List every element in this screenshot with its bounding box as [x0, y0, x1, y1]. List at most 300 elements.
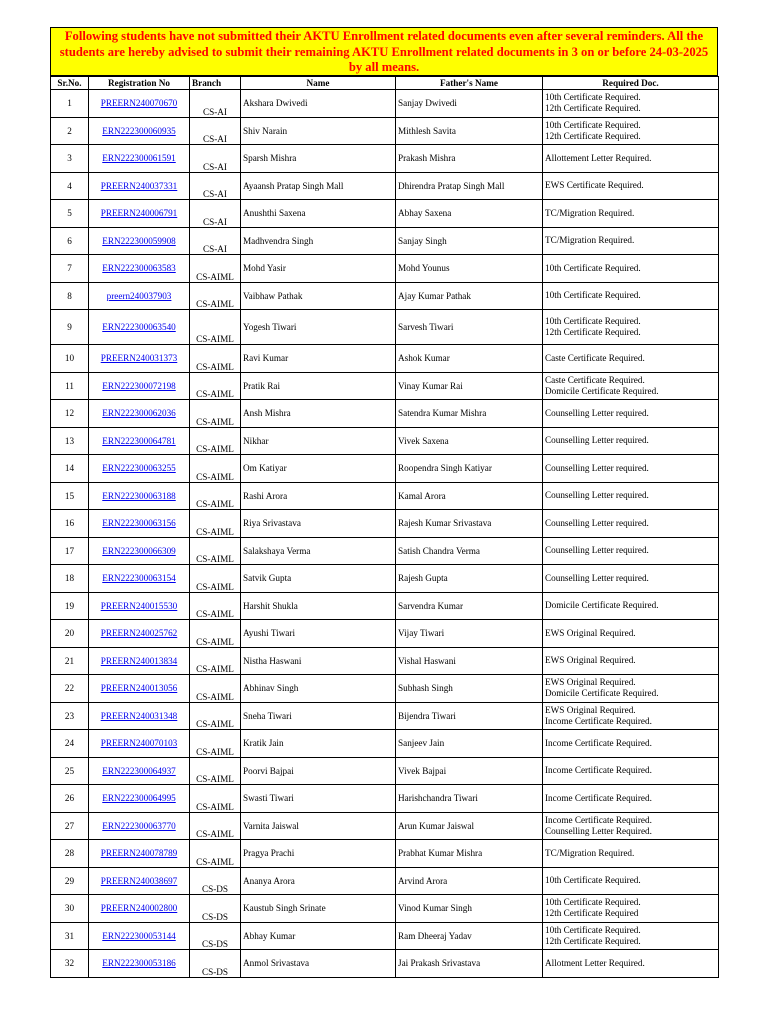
required-doc-line: Domicile Certificate Required.: [545, 688, 659, 699]
branch-cell: CS-AIML: [190, 675, 241, 703]
registration-cell: [89, 427, 190, 455]
serial-number: 17: [51, 537, 89, 565]
table-row: [51, 620, 719, 648]
serial-number: 24: [51, 730, 89, 758]
student-name: Swasti Tiwari: [241, 785, 396, 813]
registration-cell: [89, 895, 190, 923]
required-doc-cell: [543, 840, 719, 868]
registration-link[interactable]: ERN222300063540: [102, 322, 176, 332]
table-row: [51, 647, 719, 675]
required-doc-line: Income Certificate Required.: [545, 792, 652, 803]
required-doc-line: EWS Original Required.: [545, 627, 636, 638]
serial-number: 21: [51, 647, 89, 675]
registration-link[interactable]: PREERN240015530: [100, 600, 178, 611]
registration-link[interactable]: ERN222300053186: [102, 958, 176, 969]
required-doc-line: Counselling Letter required.: [545, 435, 649, 446]
father-name: Sanjeev Jain: [396, 730, 543, 758]
serial-number: 13: [51, 427, 89, 455]
serial-number: 10: [51, 345, 89, 373]
required-doc-line: TC/Migration Required.: [545, 847, 635, 858]
registration-link[interactable]: PREERN240006791: [100, 208, 178, 219]
branch-cell: CS-DS: [190, 895, 241, 923]
student-name: Mohd Yasir: [241, 255, 396, 283]
serial-number: 23: [51, 702, 89, 730]
table-row: [51, 255, 719, 283]
required-doc-line: Domicile Certificate Required.: [545, 385, 659, 396]
branch-cell: CS-AIML: [190, 310, 241, 345]
registration-cell: [89, 565, 190, 593]
serial-number: 16: [51, 510, 89, 538]
branch-cell: CS-DS: [190, 867, 241, 895]
serial-number: 25: [51, 757, 89, 785]
table-row: [51, 922, 719, 950]
table-row: [51, 565, 719, 593]
father-name: Vinod Kumar Singh: [396, 895, 543, 923]
registration-cell: [89, 117, 190, 145]
table-row: [51, 482, 719, 510]
required-doc-cell: [543, 482, 719, 510]
registration-link[interactable]: preern240037903: [106, 290, 172, 301]
student-name: Riya Srivastava: [241, 510, 396, 538]
serial-number: 22: [51, 675, 89, 703]
required-doc-cell: [543, 895, 719, 923]
student-name: Kaustub Singh Srinate: [241, 895, 396, 923]
required-doc-line: Income Certificate Required.: [545, 737, 652, 748]
branch-cell: CS-AI: [190, 117, 241, 145]
registration-cell: [89, 400, 190, 428]
required-doc-cell: [543, 867, 719, 895]
branch-cell: CS-AIML: [190, 702, 241, 730]
registration-link[interactable]: ERN222300064995: [102, 793, 176, 804]
student-name: Ansh Mishra: [241, 400, 396, 428]
father-name: Vivek Saxena: [396, 427, 543, 455]
father-name: Bijendra Tiwari: [396, 702, 543, 730]
branch-cell: CS-AIML: [190, 812, 241, 840]
required-doc-line: Counselling Letter Required.: [545, 825, 652, 836]
required-doc-line: 12th Certificate Required.: [545, 130, 641, 141]
table-row: [51, 592, 719, 620]
required-doc-cell: [543, 172, 719, 200]
student-name: Akshara Dwivedi: [241, 90, 396, 118]
required-doc-cell: [543, 537, 719, 565]
serial-number: 9: [51, 310, 89, 345]
table-row: [51, 675, 719, 703]
branch-cell: CS-AIML: [190, 372, 241, 400]
registration-link[interactable]: PREERN240078789: [100, 848, 178, 859]
registration-cell: [89, 90, 190, 118]
registration-cell: [89, 482, 190, 510]
student-name: Sparsh Mishra: [241, 145, 396, 173]
father-name: Arvind Arora: [396, 867, 543, 895]
table-row: [51, 172, 719, 200]
required-doc-line: TC/Migration Required.: [545, 235, 635, 246]
registration-cell: [89, 867, 190, 895]
registration-cell: [89, 592, 190, 620]
required-doc-line: 12th Certificate Required.: [545, 103, 641, 114]
table-row: [51, 200, 719, 228]
registration-cell: [89, 620, 190, 648]
required-doc-cell: [543, 730, 719, 758]
required-doc-cell: [543, 455, 719, 483]
required-doc-line: Income Certificate Required.: [545, 765, 652, 776]
table-row: [51, 510, 719, 538]
required-doc-line: EWS Certificate Required.: [545, 180, 644, 191]
registration-cell: [89, 310, 190, 345]
student-name: Om Katiyar: [241, 455, 396, 483]
father-name: Ajay Kumar Pathak: [396, 282, 543, 310]
registration-cell: [89, 282, 190, 310]
registration-link[interactable]: PREERN240037331: [100, 180, 178, 191]
registration-cell: [89, 172, 190, 200]
student-name: Kratik Jain: [241, 730, 396, 758]
student-name: Satvik Gupta: [241, 565, 396, 593]
father-name: Prabhat Kumar Mishra: [396, 840, 543, 868]
registration-link[interactable]: PREERN240025762: [100, 628, 178, 639]
serial-number: 3: [51, 145, 89, 173]
registration-cell: [89, 455, 190, 483]
required-doc-line: 10th Certificate Required.: [545, 119, 641, 130]
required-doc-cell: [543, 90, 719, 118]
registration-link[interactable]: ERN222300061591: [102, 153, 176, 164]
branch-cell: CS-AI: [190, 172, 241, 200]
father-name: Satendra Kumar Mishra: [396, 400, 543, 428]
father-name: Dhirendra Pratap Singh Mall: [396, 172, 543, 200]
serial-number: 31: [51, 922, 89, 950]
table-row: [51, 950, 719, 978]
branch-cell: CS-AIML: [190, 592, 241, 620]
registration-cell: [89, 840, 190, 868]
students-table: [50, 76, 719, 978]
father-name: Mithlesh Savita: [396, 117, 543, 145]
required-doc-line: Caste Certificate Required.: [545, 352, 645, 363]
registration-cell: [89, 922, 190, 950]
required-doc-line: Allottement Letter Required.: [545, 152, 652, 163]
registration-cell: [89, 227, 190, 255]
branch-cell: CS-AIML: [190, 400, 241, 428]
registration-link[interactable]: PREERN240070670: [100, 98, 178, 109]
branch-cell: CS-AIML: [190, 427, 241, 455]
registration-cell: [89, 345, 190, 373]
serial-number: 4: [51, 172, 89, 200]
branch-cell: CS-AI: [190, 227, 241, 255]
serial-number: 19: [51, 592, 89, 620]
branch-cell: CS-AIML: [190, 757, 241, 785]
registration-link[interactable]: PREERN240013056: [100, 683, 178, 694]
registration-link[interactable]: ERN222300060935: [102, 125, 176, 136]
father-name: Abhay Saxena: [396, 200, 543, 228]
father-name: Vijay Tiwari: [396, 620, 543, 648]
table-row: [51, 455, 719, 483]
required-doc-cell: [543, 592, 719, 620]
header-sr: Sr.No.: [51, 77, 89, 90]
student-name: Nistha Haswani: [241, 647, 396, 675]
header-required-doc: Required Doc.: [543, 77, 719, 90]
required-doc-cell: [543, 950, 719, 978]
branch-cell: CS-AIML: [190, 510, 241, 538]
branch-cell: CS-AIML: [190, 282, 241, 310]
branch-cell: CS-AIML: [190, 482, 241, 510]
serial-number: 1: [51, 90, 89, 118]
registration-link[interactable]: ERN222300063156: [102, 518, 176, 529]
student-name: Anushthi Saxena: [241, 200, 396, 228]
required-doc-cell: [543, 922, 719, 950]
required-doc-line: 10th Certificate Required.: [545, 262, 641, 273]
serial-number: 2: [51, 117, 89, 145]
registration-link[interactable]: ERN222300066309: [102, 545, 176, 556]
table-row: [51, 867, 719, 895]
registration-link[interactable]: ERN222300062036: [102, 408, 176, 419]
required-doc-cell: [543, 757, 719, 785]
registration-link[interactable]: PREERN240002800: [100, 903, 178, 914]
registration-link[interactable]: ERN222300064937: [102, 765, 176, 776]
required-doc-cell: [543, 310, 719, 345]
serial-number: 6: [51, 227, 89, 255]
student-name: Abhay Kumar: [241, 922, 396, 950]
father-name: Vinay Kumar Rai: [396, 372, 543, 400]
serial-number: 18: [51, 565, 89, 593]
registration-link[interactable]: PREERN240031348: [100, 710, 178, 721]
registration-cell: [89, 757, 190, 785]
registration-link[interactable]: ERN222300063154: [102, 573, 176, 584]
table-row: [51, 282, 719, 310]
required-doc-cell: [543, 785, 719, 813]
required-doc-cell: [543, 372, 719, 400]
serial-number: 30: [51, 895, 89, 923]
registration-cell: [89, 200, 190, 228]
required-doc-cell: [543, 255, 719, 283]
registration-cell: [89, 812, 190, 840]
document-sheet: [50, 27, 718, 978]
table-header-row: [51, 77, 719, 90]
table-row: [51, 90, 719, 118]
branch-cell: CS-AIML: [190, 345, 241, 373]
required-doc-line: Counselling Letter required.: [545, 572, 649, 583]
notice-banner: Following students have not submitted their AKTU Enrollment related documents even after several reminders. All the students are hereby advised to submit their remaining AKTU Enrollment related documents in 3 on or before 24-03-2025 by all means.: [50, 27, 718, 76]
father-name: Vivek Bajpai: [396, 757, 543, 785]
required-doc-cell: [543, 427, 719, 455]
required-doc-cell: [543, 510, 719, 538]
required-doc-cell: [543, 400, 719, 428]
required-doc-line: Counselling Letter required.: [545, 462, 649, 473]
father-name: Mohd Younus: [396, 255, 543, 283]
student-name: Shiv Narain: [241, 117, 396, 145]
required-doc-cell: [543, 200, 719, 228]
student-name: Pragya Prachi: [241, 840, 396, 868]
registration-link[interactable]: ERN222300063255: [102, 463, 176, 474]
required-doc-line: 12th Certificate Required.: [545, 935, 641, 946]
required-doc-line: Caste Certificate Required.: [545, 374, 645, 385]
table-row: [51, 537, 719, 565]
branch-cell: CS-AIML: [190, 785, 241, 813]
branch-cell: CS-AIML: [190, 255, 241, 283]
branch-cell: CS-DS: [190, 922, 241, 950]
required-doc-line: EWS Original Required.: [545, 677, 636, 688]
table-row: [51, 812, 719, 840]
student-name: Anmol Srivastava: [241, 950, 396, 978]
branch-cell: CS-DS: [190, 950, 241, 978]
branch-cell: CS-AIML: [190, 620, 241, 648]
student-name: Madhvendra Singh: [241, 227, 396, 255]
required-doc-cell: [543, 702, 719, 730]
registration-link[interactable]: ERN222300059908: [102, 235, 176, 246]
father-name: Sanjay Dwivedi: [396, 90, 543, 118]
required-doc-line: Counselling Letter required.: [545, 407, 649, 418]
table-row: [51, 400, 719, 428]
required-doc-line: Allotment Letter Required.: [545, 957, 645, 968]
required-doc-line: Counselling Letter required.: [545, 545, 649, 556]
branch-cell: CS-AIML: [190, 647, 241, 675]
registration-cell: [89, 510, 190, 538]
required-doc-line: EWS Original Required.: [545, 704, 636, 715]
student-name: Salakshaya Verma: [241, 537, 396, 565]
registration-link[interactable]: PREERN240013834: [100, 655, 178, 666]
branch-cell: CS-AIML: [190, 840, 241, 868]
required-doc-cell: [543, 345, 719, 373]
student-name: Varnita Jaiswal: [241, 812, 396, 840]
branch-cell: CS-AI: [190, 200, 241, 228]
registration-link[interactable]: ERN222300072198: [102, 380, 176, 391]
serial-number: 12: [51, 400, 89, 428]
father-name: Arun Kumar Jaiswal: [396, 812, 543, 840]
registration-cell: [89, 785, 190, 813]
father-name: Sarvendra Kumar: [396, 592, 543, 620]
table-row: [51, 757, 719, 785]
branch-cell: CS-AI: [190, 90, 241, 118]
table-row: [51, 145, 719, 173]
father-name: Rajesh Gupta: [396, 565, 543, 593]
required-doc-cell: [543, 282, 719, 310]
required-doc-line: Counselling Letter required.: [545, 517, 649, 528]
student-name: Ayushi Tiwari: [241, 620, 396, 648]
required-doc-line: Income Certificate Required.: [545, 814, 652, 825]
serial-number: 5: [51, 200, 89, 228]
serial-number: 14: [51, 455, 89, 483]
student-name: Poorvi Bajpai: [241, 757, 396, 785]
student-name: Vaibhaw Pathak: [241, 282, 396, 310]
table-row: [51, 730, 719, 758]
father-name: Kamal Arora: [396, 482, 543, 510]
header-registration: Registration No: [89, 77, 190, 90]
student-name: Ananya Arora: [241, 867, 396, 895]
required-doc-line: 10th Certificate Required.: [545, 92, 641, 103]
student-name: Ravi Kumar: [241, 345, 396, 373]
registration-link[interactable]: ERN222300053144: [102, 930, 176, 941]
header-name: Name: [241, 77, 396, 90]
required-doc-cell: [543, 145, 719, 173]
table-row: [51, 702, 719, 730]
registration-link[interactable]: PREERN240038697: [100, 875, 178, 886]
father-name: Roopendra Singh Katiyar: [396, 455, 543, 483]
table-row: [51, 427, 719, 455]
registration-link[interactable]: ERN222300064781: [102, 435, 176, 446]
father-name: Prakash Mishra: [396, 145, 543, 173]
registration-link[interactable]: PREERN240070103: [100, 738, 178, 749]
serial-number: 11: [51, 372, 89, 400]
required-doc-cell: [543, 227, 719, 255]
required-doc-cell: [543, 117, 719, 145]
father-name: Vishal Haswani: [396, 647, 543, 675]
branch-cell: CS-AIML: [190, 455, 241, 483]
father-name: Sarvesh Tiwari: [396, 310, 543, 345]
serial-number: 29: [51, 867, 89, 895]
registration-cell: [89, 145, 190, 173]
header-father: Father's Name: [396, 77, 543, 90]
serial-number: 7: [51, 255, 89, 283]
required-doc-cell: [543, 647, 719, 675]
serial-number: 27: [51, 812, 89, 840]
student-name: Ayaansh Pratap Singh Mall: [241, 172, 396, 200]
required-doc-cell: [543, 620, 719, 648]
father-name: Jai Prakash Srivastava: [396, 950, 543, 978]
required-doc-cell: [543, 565, 719, 593]
registration-cell: [89, 730, 190, 758]
table-row: [51, 372, 719, 400]
registration-link[interactable]: PREERN240031373: [100, 353, 178, 364]
registration-link[interactable]: ERN222300063770: [102, 820, 176, 831]
serial-number: 28: [51, 840, 89, 868]
table-row: [51, 785, 719, 813]
required-doc-line: TC/Migration Required.: [545, 207, 635, 218]
registration-link[interactable]: ERN222300063583: [102, 263, 176, 274]
required-doc-line: 10th Certificate Required.: [545, 290, 641, 301]
serial-number: 26: [51, 785, 89, 813]
father-name: Satish Chandra Verma: [396, 537, 543, 565]
father-name: Sanjay Singh: [396, 227, 543, 255]
required-doc-line: 10th Certificate Required.: [545, 924, 641, 935]
required-doc-line: Domicile Certificate Required.: [545, 600, 659, 611]
required-doc-line: 12th Certificate Required.: [545, 327, 641, 337]
serial-number: 15: [51, 482, 89, 510]
branch-cell: CS-AIML: [190, 565, 241, 593]
required-doc-line: EWS Original Required.: [545, 655, 636, 666]
header-branch: Branch: [190, 77, 241, 90]
registration-cell: [89, 702, 190, 730]
student-name: Rashi Arora: [241, 482, 396, 510]
student-name: Pratik Rai: [241, 372, 396, 400]
serial-number: 32: [51, 950, 89, 978]
father-name: Subhash Singh: [396, 675, 543, 703]
required-doc-line: 12th Certificate Required: [545, 908, 639, 919]
required-doc-cell: [543, 812, 719, 840]
table-row: [51, 227, 719, 255]
registration-cell: [89, 950, 190, 978]
required-doc-line: 10th Certificate Required.: [545, 316, 641, 326]
registration-cell: [89, 255, 190, 283]
registration-cell: [89, 675, 190, 703]
student-name: Yogesh Tiwari: [241, 310, 396, 345]
student-name: Nikhar: [241, 427, 396, 455]
table-row: [51, 117, 719, 145]
table-row: [51, 840, 719, 868]
father-name: Ram Dheeraj Yadav: [396, 922, 543, 950]
required-doc-line: Counselling Letter required.: [545, 490, 649, 501]
father-name: Ashok Kumar: [396, 345, 543, 373]
table-row: [51, 895, 719, 923]
registration-cell: [89, 647, 190, 675]
father-name: Rajesh Kumar Srivastava: [396, 510, 543, 538]
table-row: [51, 310, 719, 345]
serial-number: 20: [51, 620, 89, 648]
branch-cell: CS-AIML: [190, 730, 241, 758]
required-doc-line: 10th Certificate Required.: [545, 875, 641, 886]
student-name: Harshit Shukla: [241, 592, 396, 620]
father-name: Harishchandra Tiwari: [396, 785, 543, 813]
branch-cell: CS-AI: [190, 145, 241, 173]
registration-link[interactable]: ERN222300063188: [102, 490, 176, 501]
required-doc-line: Income Certificate Required.: [545, 715, 652, 726]
student-name: Sneha Tiwari: [241, 702, 396, 730]
required-doc-cell: [543, 675, 719, 703]
